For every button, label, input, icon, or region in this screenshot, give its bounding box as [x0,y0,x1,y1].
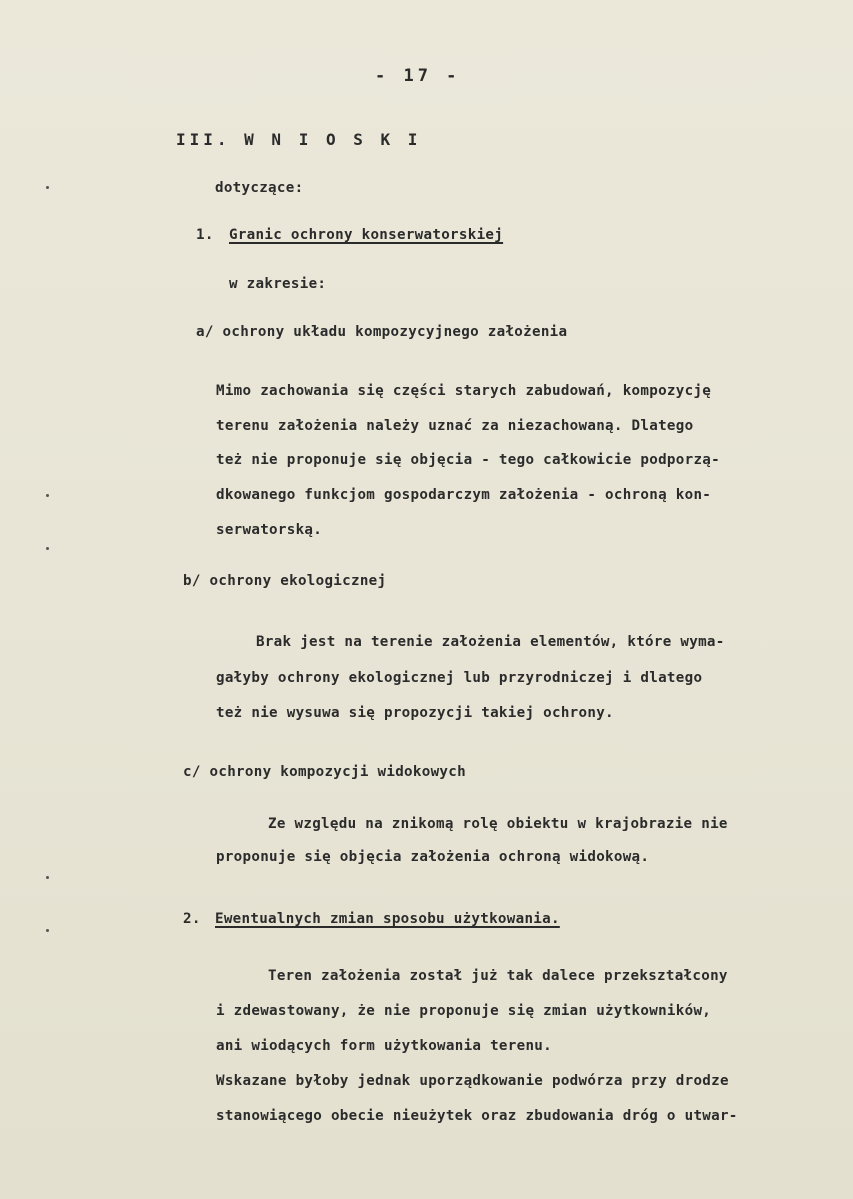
subsection-a-title: a/ ochrony układu kompozycyjnego założenia [196,324,568,340]
item2-title: Ewentualnych zmian sposobu użytkowania. [215,911,560,927]
margin-mark [46,186,49,189]
item2-line: Teren założenia został już tak dalece przekształcony [268,968,728,984]
subsection-a-line: dkowanego funkcjom gospodarczym założenia - ochroną kon- [216,487,712,503]
item2-line: stanowiącego obecie nieużytek oraz zbudowania dróg o utwar- [216,1108,738,1124]
margin-mark [46,929,49,932]
item1-scope: w zakresie: [229,276,327,292]
subsection-c-line: Ze względu na znikomą rolę obiektu w krajobrazie nie [268,816,728,832]
margin-mark [46,876,49,879]
subsection-a-line: serwatorską. [216,522,323,538]
item2-line: i zdewastowany, że nie proponuje się zmian użytkowników, [216,1003,712,1019]
item1-number: 1. [196,227,214,243]
margin-mark [46,547,49,550]
subsection-a-line: Mimo zachowania się części starych zabudowań, kompozycję [216,383,712,399]
subsection-c-title: c/ ochrony kompozycji widokowych [183,764,466,780]
intro-text: dotyczące: [215,180,304,196]
section-heading: III. W N I O S K I [176,130,422,149]
subsection-a-line: też nie proponuje się objęcia - tego całkowicie podporzą- [216,452,720,468]
margin-mark [46,494,49,497]
subsection-b-line: Brak jest na terenie założenia elementów, które wyma- [256,634,725,650]
page-number: - 17 - [375,66,461,86]
item2-line: ani wiodących form użytkowania terenu. [216,1038,552,1054]
item1-title: Granic ochrony konserwatorskiej [229,227,504,243]
subsection-c-line: proponuje się objęcia założenia ochroną widokową. [216,849,650,865]
subsection-b-line: też nie wysuwa się propozycji takiej ochrony. [216,705,614,721]
item2-line: Wskazane byłoby jednak uporządkowanie podwórza przy drodze [216,1073,729,1089]
subsection-b-line: gałyby ochrony ekologicznej lub przyrodniczej i dlatego [216,670,703,686]
subsection-a-line: terenu założenia należy uznać za niezachowaną. Dlatego [216,418,694,434]
item2-number: 2. [183,911,201,927]
subsection-b-title: b/ ochrony ekologicznej [183,573,387,589]
